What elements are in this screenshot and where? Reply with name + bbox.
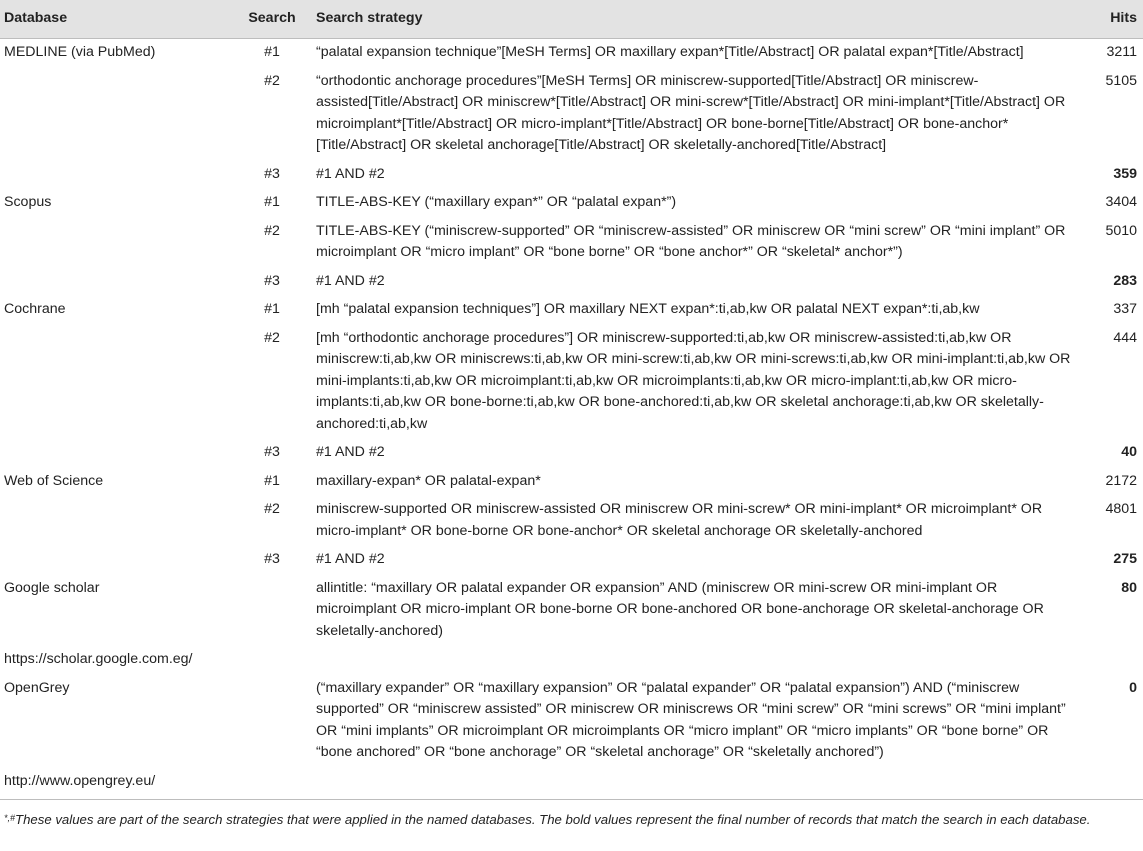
cell-search-strategy: #1 AND #2 bbox=[316, 165, 385, 182]
cell-database: MEDLINE (via PubMed) bbox=[4, 44, 156, 60]
table-row bbox=[0, 325, 1143, 440]
cell-search-strategy bbox=[312, 646, 1083, 675]
cell-search-number: #1 bbox=[264, 44, 280, 60]
cell-hits: 5010 bbox=[1105, 222, 1137, 239]
header-database: Database bbox=[0, 0, 232, 39]
cell-search-strategy: #1 AND #2 bbox=[316, 272, 385, 289]
cell-hits: 3404 bbox=[1105, 194, 1137, 210]
cell-database bbox=[0, 68, 232, 161]
cell-search-number: #3 bbox=[264, 551, 280, 567]
cell-hits: 2172 bbox=[1105, 472, 1137, 489]
cell-database bbox=[0, 546, 232, 575]
cell-search-number: #2 bbox=[264, 222, 280, 239]
cell-search-strategy: #1 AND #2 bbox=[316, 551, 385, 567]
table-header bbox=[0, 0, 1143, 39]
cell-hits-total: 283 bbox=[1113, 272, 1137, 289]
cell-hits: 5105 bbox=[1105, 72, 1137, 89]
cell-search-strategy: TITLE-ABS-KEY (“maxillary expan*” OR “palatal expan*”) bbox=[316, 194, 677, 210]
cell-search-number bbox=[232, 768, 312, 800]
cell-hits: 4801 bbox=[1105, 501, 1137, 517]
cell-hits bbox=[1083, 768, 1143, 800]
footnote-marks: *,# bbox=[4, 813, 16, 823]
cell-database bbox=[0, 161, 232, 190]
table-row bbox=[0, 189, 1143, 218]
cell-search-number: #2 bbox=[264, 329, 280, 346]
table-row bbox=[0, 268, 1143, 297]
cell-hits: 3211 bbox=[1106, 44, 1137, 60]
cell-hits-total: 0 bbox=[1129, 679, 1137, 696]
table-footnote bbox=[0, 800, 1143, 830]
cell-search-strategy: (“maxillary expander” OR “maxillary expansion” OR “palatal expander” OR “palatal expansion”) AND (“miniscrew supported” OR “miniscrew assisted” OR miniscrew OR miniscrews OR “mini screw” OR “mini screws” OR “mini implant” OR “mini implants” OR microimplant OR microimplants OR “micro implant” OR “micro implants” OR “bone borne” OR “bone anchored” OR “bone anchorage” OR “skeletal anchorage” OR “skeletally anchored”) bbox=[316, 679, 1066, 760]
cell-hits-total: 80 bbox=[1121, 579, 1137, 596]
cell-hits-total: 359 bbox=[1113, 165, 1137, 182]
table-body bbox=[0, 39, 1143, 800]
cell-search-number: #3 bbox=[264, 272, 280, 289]
table-row bbox=[0, 39, 1143, 68]
cell-search-number bbox=[232, 575, 312, 647]
table-row bbox=[0, 468, 1143, 497]
cell-search-number bbox=[232, 646, 312, 675]
cell-search-number: #2 bbox=[264, 501, 280, 517]
header-hits: Hits bbox=[1083, 0, 1143, 39]
table-row bbox=[0, 161, 1143, 190]
cell-search-strategy: [mh “orthodontic anchorage procedures”] OR miniscrew-supported:ti,ab,kw OR miniscrew-assisted:ti,ab,kw OR miniscrew:ti,ab,kw OR miniscrews:ti,ab,kw OR mini-screw:ti,ab,kw OR mini-screws:ti,ab,kw OR mini-implant:ti,ab,kw OR mini-implants:ti,ab,kw OR microimplant:ti,ab,kw OR microimplants:ti,ab,kw OR micro-implant:ti,ab,kw OR micro-implants:ti,ab,kw OR bone-borne:ti,ab,kw OR bone-anchored:ti,ab,kw OR skeletal anchorage:ti,ab,kw OR skeletally-anchored:ti,ab,kw bbox=[316, 329, 1071, 432]
cell-database-url: http://www.opengrey.eu/ bbox=[4, 772, 156, 789]
table-row bbox=[0, 218, 1143, 268]
cell-database: OpenGrey bbox=[4, 679, 70, 696]
table-row bbox=[0, 439, 1143, 468]
table-row bbox=[0, 675, 1143, 768]
cell-database: Google scholar bbox=[4, 579, 100, 596]
table-row bbox=[0, 768, 1143, 800]
cell-database: Cochrane bbox=[4, 301, 66, 317]
table-row bbox=[0, 575, 1143, 647]
cell-search-strategy: “orthodontic anchorage procedures”[MeSH Terms] OR miniscrew-supported[Title/Abstract] OR miniscrew-assisted[Title/Abstract] OR miniscrew*[Title/Abstract] OR mini-screw*[Title/Abstract] OR mini-implant*[Title/Abstract] OR microimplant*[Title/Abstract] OR micro-implant*[Title/Abstract] OR bone-borne[Title/Abstract] OR bone-anchor*[Title/Abstract] OR skeletal anchorage[Title/Abstract] OR skeletally-anchored[Title/Abstract] bbox=[316, 72, 1066, 153]
cell-search-number: #2 bbox=[264, 72, 280, 89]
cell-hits: 337 bbox=[1113, 301, 1137, 317]
cell-search-strategy: “palatal expansion technique”[MeSH Terms] OR maxillary expan*[Title/Abstract] OR palatal expan*[Title/Abstract] bbox=[316, 44, 1024, 60]
table-row bbox=[0, 546, 1143, 575]
cell-search-strategy: allintitle: “maxillary OR palatal expander OR expansion” AND (miniscrew OR mini-screw OR mini-implant OR microimplant OR micro-implant OR bone-borne OR bone-anchored OR bone-anchorage OR skeletal-anchorage OR skeletally-anchored) bbox=[316, 579, 1044, 639]
cell-search-number bbox=[232, 675, 312, 768]
cell-search-number: #1 bbox=[264, 472, 280, 489]
cell-hits: 444 bbox=[1113, 329, 1137, 346]
header-search: Search bbox=[232, 0, 312, 39]
cell-search-strategy: miniscrew-supported OR miniscrew-assisted OR miniscrew OR mini-screw* OR mini-implant* OR microimplant* OR micro-implant* OR bone-borne OR bone-anchor* OR skeletal anchorage OR skeletally-anchored bbox=[316, 501, 1043, 539]
cell-hits-total: 40 bbox=[1121, 444, 1137, 460]
cell-search-strategy: #1 AND #2 bbox=[316, 444, 385, 460]
cell-database bbox=[0, 268, 232, 297]
table-row bbox=[0, 68, 1143, 161]
cell-hits-total: 275 bbox=[1113, 551, 1137, 567]
cell-search-strategy bbox=[312, 768, 1083, 800]
cell-database: Web of Science bbox=[4, 472, 104, 489]
cell-database bbox=[0, 218, 232, 268]
cell-database bbox=[0, 496, 232, 546]
cell-hits bbox=[1083, 646, 1143, 675]
cell-search-strategy: TITLE-ABS-KEY (“miniscrew-supported” OR “miniscrew-assisted” OR miniscrew OR “mini screw” OR “mini implant” OR microimplant OR “micro implant” OR “bone borne” OR “bone anchor*” OR “skeletal* anchor*”) bbox=[316, 222, 1066, 260]
cell-search-number: #1 bbox=[264, 301, 280, 317]
cell-database bbox=[0, 439, 232, 468]
cell-database-url: https://scholar.google.com.eg/ bbox=[4, 651, 193, 667]
cell-search-number: #3 bbox=[264, 165, 280, 182]
cell-search-number: #1 bbox=[264, 194, 280, 210]
cell-search-strategy: maxillary-expan* OR palatal-expan* bbox=[316, 472, 541, 489]
cell-search-strategy: [mh “palatal expansion techniques”] OR maxillary NEXT expan*:ti,ab,kw OR palatal NEXT expan*:ti,ab,kw bbox=[316, 301, 980, 317]
footnote-text: These values are part of the search strategies that were applied in the named databases. The bold values represent the final number of records that match the search in each database. bbox=[15, 812, 1091, 827]
header-search-strategy: Search strategy bbox=[312, 0, 1083, 39]
cell-database: Scopus bbox=[4, 194, 52, 210]
table-row bbox=[0, 296, 1143, 325]
cell-database bbox=[0, 325, 232, 440]
cell-search-number: #3 bbox=[264, 444, 280, 460]
table-row bbox=[0, 496, 1143, 546]
table-row bbox=[0, 646, 1143, 675]
